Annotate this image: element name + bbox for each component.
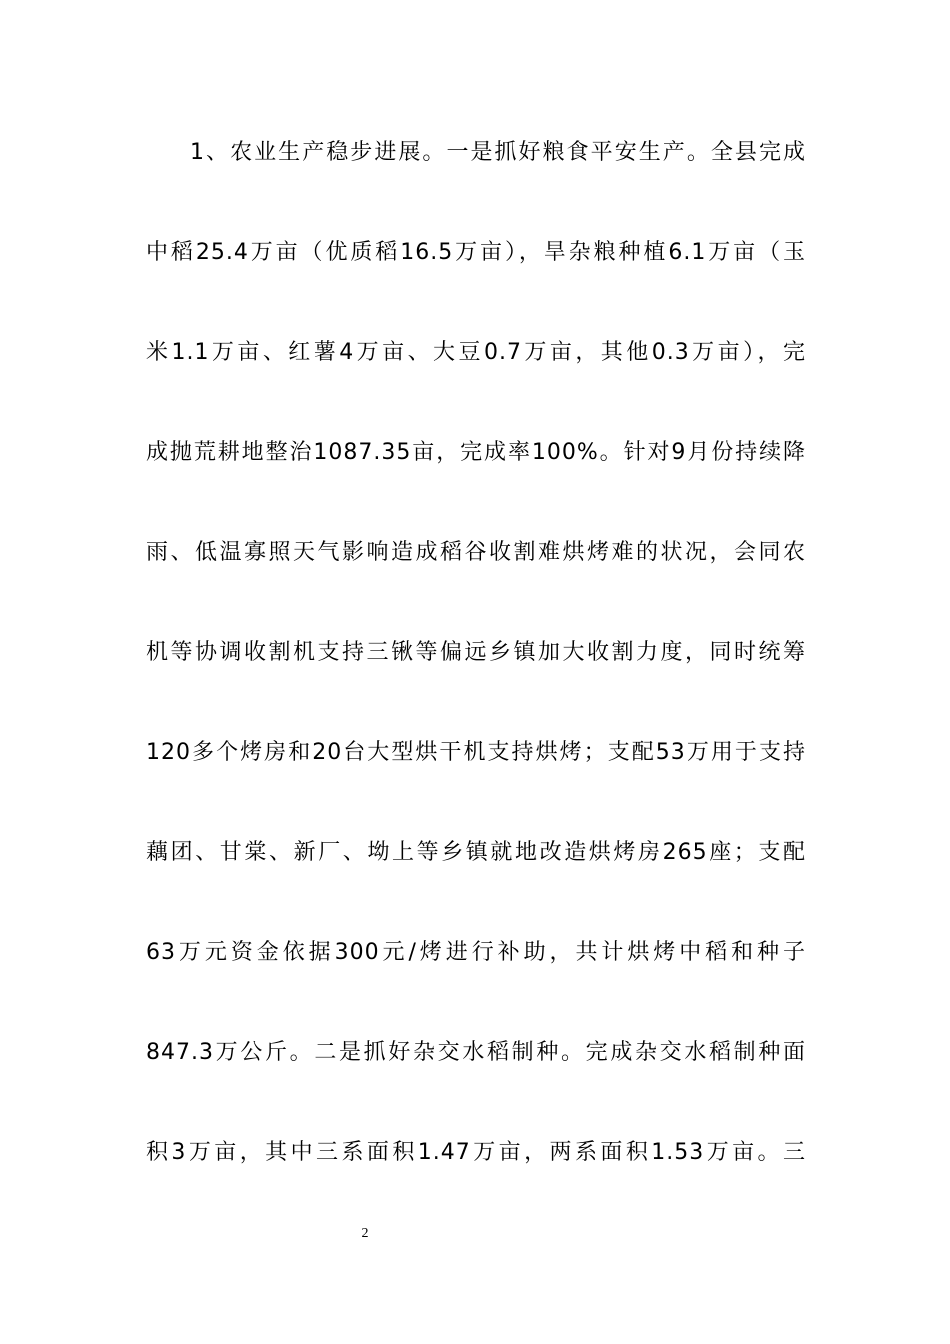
paragraph-line-2: 中稻25.4万亩（优质稻16.5万亩），旱杂粮种植6.1万亩（玉 [146, 240, 806, 265]
paragraph-line-10: 847.3万公斤。二是抓好杂交水稻制种。完成杂交水稻制种面 [146, 1040, 806, 1065]
paragraph-line-4: 成抛荒耕地整治1087.35亩，完成率100%。针对9月份持续降 [146, 440, 806, 465]
paragraph-line-6: 机等协调收割机支持三锹等偏远乡镇加大收割力度，同时统筹 [146, 640, 806, 665]
paragraph-line-1: 1、农业生产稳步进展。一是抓好粮食平安生产。全县完成 [190, 140, 806, 165]
paragraph-line-8: 藕团、甘棠、新厂、坳上等乡镇就地改造烘烤房265座；支配 [146, 840, 806, 865]
paragraph-line-3: 米1.1万亩、红薯4万亩、大豆0.7万亩，其他0.3万亩），完 [146, 340, 806, 365]
paragraph-line-11: 积3万亩，其中三系面积1.47万亩，两系面积1.53万亩。三 [146, 1140, 806, 1165]
paragraph-line-5: 雨、低温寡照天气影响造成稻谷收割难烘烤难的状况，会同农 [146, 540, 806, 565]
paragraph-line-9: 63万元资金依据300元/烤进行补助，共计烘烤中稻和种子 [146, 940, 806, 965]
page-number: 2 [361, 1226, 369, 1241]
body-paragraph [146, 126, 806, 1226]
paragraph-line-7: 120多个烤房和20台大型烘干机支持烘烤；支配53万用于支持 [146, 740, 806, 765]
